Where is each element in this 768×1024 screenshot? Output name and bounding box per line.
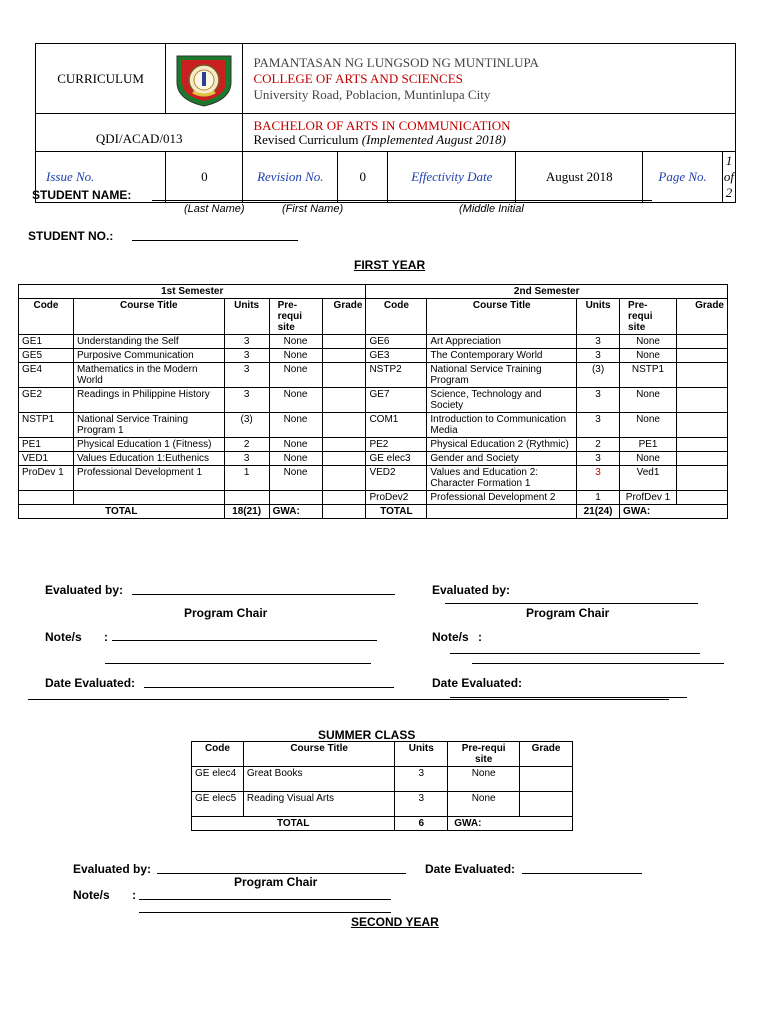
table-cell: GE3	[366, 349, 427, 363]
table-cell: VED1	[19, 452, 74, 466]
table-cell: None	[269, 466, 322, 491]
sem2-total-label: TOTAL	[366, 505, 427, 519]
summer-total-units: 6	[395, 817, 448, 831]
table-cell: PE2	[366, 438, 427, 452]
table-cell: 3	[224, 363, 269, 388]
revised-prefix: Revised Curriculum	[253, 131, 362, 147]
summer-notes-line-1[interactable]	[139, 899, 391, 900]
curriculum-label: CURRICULUM	[36, 44, 166, 114]
evaluated-by-line-right[interactable]	[445, 603, 698, 604]
column-header: Pre-requi site	[448, 742, 520, 767]
college-name: COLLEGE OF ARTS AND SCIENCES	[253, 70, 463, 86]
column-header: Course Title	[427, 299, 577, 335]
table-cell: The Contemporary World	[427, 349, 577, 363]
sem1-total-label: TOTAL	[19, 505, 225, 519]
sem1-gwa-label: GWA:	[269, 505, 322, 519]
table-cell: None	[620, 349, 677, 363]
table-cell: Professional Development 1	[73, 466, 224, 491]
grade-cell[interactable]	[322, 413, 366, 438]
table-cell: Ved1	[620, 466, 677, 491]
table-cell: None	[620, 388, 677, 413]
table-cell: ProfDev 1	[620, 491, 677, 505]
effectivity-value: August 2018	[516, 152, 643, 203]
table-cell: Mathematics in the Modern World	[73, 363, 224, 388]
section-divider	[28, 699, 669, 700]
date-evaluated-label-right: Date Evaluated:	[432, 676, 523, 690]
table-cell: None	[269, 335, 322, 349]
table-cell: Readings in Philippine History	[73, 388, 224, 413]
table-cell: GE5	[19, 349, 74, 363]
notes-label-right: Note/s	[432, 630, 469, 644]
grade-cell[interactable]	[322, 335, 366, 349]
table-row	[19, 388, 728, 413]
program-block	[243, 114, 736, 152]
sem2-gwa-label: GWA:	[620, 505, 728, 519]
evaluated-by-label-right: Evaluated by:	[432, 583, 511, 597]
table-cell: Art Appreciation	[427, 335, 577, 349]
student-name-line[interactable]	[152, 200, 652, 201]
table-cell: Physical Education 1 (Fitness)	[73, 438, 224, 452]
table-cell: 3	[577, 452, 620, 466]
middle-initial-caption: (Middle Initial	[459, 203, 524, 215]
notes-colon-left: :	[104, 630, 108, 644]
table-cell: 1	[577, 491, 620, 505]
table-cell: Physical Education 2 (Rythmic)	[427, 438, 577, 452]
table-cell: COM1	[366, 413, 427, 438]
program-chair-left: Program Chair	[184, 606, 268, 620]
summer-notes-line-2[interactable]	[139, 912, 391, 913]
summer-evaluated-by-label: Evaluated by:	[73, 862, 152, 876]
table-cell: Science, Technology and Society	[427, 388, 577, 413]
table-row	[19, 349, 728, 363]
table-cell: 3	[224, 335, 269, 349]
table-cell: National Service Training Program	[427, 363, 577, 388]
university-name: PAMANTASAN NG LUNGSOD NG MUNTINLUPA	[253, 54, 539, 70]
table-row	[19, 491, 728, 505]
table-cell: GE7	[366, 388, 427, 413]
summer-date-evaluated-label: Date Evaluated:	[425, 862, 516, 876]
table-cell: Understanding the Self	[73, 335, 224, 349]
grade-cell[interactable]	[676, 413, 727, 438]
table-cell: 3	[577, 413, 620, 438]
summer-notes-label: Note/s	[73, 888, 110, 902]
grade-cell[interactable]	[520, 767, 573, 792]
table-cell: Values Education 1:Euthenics	[73, 452, 224, 466]
student-name-label: STUDENT NAME:	[32, 188, 132, 202]
grade-cell[interactable]	[322, 491, 366, 505]
page-label: Page No.	[643, 152, 723, 203]
table-row	[19, 466, 728, 491]
table-row	[192, 792, 573, 817]
column-header: Units	[577, 299, 620, 335]
table-cell: 3	[577, 335, 620, 349]
sem1-header: 1st Semester	[19, 285, 366, 299]
summer-program-chair: Program Chair	[234, 875, 318, 889]
date-evaluated-label-left: Date Evaluated:	[45, 676, 136, 690]
table-cell: ProDev2	[366, 491, 427, 505]
university-address: University Road, Poblacion, Muntinlupa City	[253, 86, 491, 102]
notes-label-left: Note/s	[45, 630, 82, 644]
table-cell: Professional Development 2	[427, 491, 577, 505]
issue-label: Issue No.	[36, 152, 166, 203]
grade-cell[interactable]	[322, 363, 366, 388]
table-cell: VED2	[366, 466, 427, 491]
institution-block	[243, 44, 736, 114]
table-cell: 3	[577, 349, 620, 363]
grade-cell[interactable]	[520, 792, 573, 817]
summer-notes-colon: :	[132, 888, 136, 902]
table-cell: 2	[577, 438, 620, 452]
column-header: Pre- requi site	[269, 299, 322, 335]
date-evaluated-line-left[interactable]	[144, 687, 394, 688]
notes-line-left-1[interactable]	[112, 640, 377, 641]
notes-line-left-2[interactable]	[105, 663, 371, 664]
table-cell: 3	[224, 349, 269, 363]
table-cell: 1	[224, 466, 269, 491]
grade-cell[interactable]	[322, 388, 366, 413]
grade-cell[interactable]	[676, 438, 727, 452]
summer-class-table	[191, 741, 573, 831]
table-cell: None	[620, 452, 677, 466]
table-row	[19, 438, 728, 452]
column-header: Code	[19, 299, 74, 335]
revision-value: 0	[338, 152, 388, 203]
column-header: Course Title	[73, 299, 224, 335]
table-cell: GE elec5	[192, 792, 244, 817]
table-cell: 3	[224, 452, 269, 466]
table-row	[19, 363, 728, 388]
first-year-table	[18, 284, 728, 519]
column-header-row	[19, 299, 728, 335]
grade-cell[interactable]	[322, 438, 366, 452]
table-row	[19, 413, 728, 438]
table-cell: 3	[224, 388, 269, 413]
column-header: Grade	[520, 742, 573, 767]
last-name-caption: (Last Name)	[184, 203, 245, 215]
grade-cell[interactable]	[676, 363, 727, 388]
column-header: Code	[192, 742, 244, 767]
column-header: Pre- requi site	[620, 299, 677, 335]
table-cell	[224, 491, 269, 505]
table-cell: National Service Training Program 1	[73, 413, 224, 438]
column-header: Units	[224, 299, 269, 335]
sem2-total-spacer	[427, 505, 577, 519]
table-cell: GE1	[19, 335, 74, 349]
summer-column-header-row	[192, 742, 573, 767]
column-header: Grade	[322, 299, 366, 335]
sem2-total-units: 21(24)	[577, 505, 620, 519]
student-no-line[interactable]	[132, 240, 298, 241]
table-cell: Great Books	[243, 767, 394, 792]
page-value: 1 of 2	[722, 152, 735, 203]
table-cell: None	[269, 438, 322, 452]
first-name-caption: (First Name)	[282, 203, 344, 215]
table-cell: None	[620, 413, 677, 438]
table-cell: 3	[577, 388, 620, 413]
column-header: Code	[366, 299, 427, 335]
document-header	[35, 43, 736, 203]
date-evaluated-line-right[interactable]	[450, 697, 687, 698]
table-cell: 2	[224, 438, 269, 452]
column-header: Units	[395, 742, 448, 767]
table-cell: Purposive Communication	[73, 349, 224, 363]
table-cell: GE elec4	[192, 767, 244, 792]
table-cell	[19, 491, 74, 505]
column-header: Course Title	[243, 742, 394, 767]
summer-gwa-label: GWA:	[448, 817, 573, 831]
grade-cell[interactable]	[322, 349, 366, 363]
table-cell: None	[620, 335, 677, 349]
table-cell: GE2	[19, 388, 74, 413]
summer-date-evaluated-line[interactable]	[522, 873, 642, 874]
table-cell: Gender and Society	[427, 452, 577, 466]
table-cell: PE1	[19, 438, 74, 452]
program-name: BACHELOR OF ARTS IN COMMUNICATION	[253, 117, 511, 133]
evaluated-by-line-left[interactable]	[132, 594, 395, 595]
table-cell: None	[269, 413, 322, 438]
table-cell	[269, 491, 322, 505]
issue-value: 0	[166, 152, 243, 203]
table-cell: None	[448, 792, 520, 817]
second-year-title: SECOND YEAR	[351, 915, 439, 929]
table-cell: (3)	[224, 413, 269, 438]
table-cell: Introduction to Communication Media	[427, 413, 577, 438]
table-cell: None	[269, 452, 322, 466]
table-cell: (3)	[577, 363, 620, 388]
notes-colon-right: :	[478, 630, 482, 644]
grade-cell[interactable]	[676, 335, 727, 349]
evaluated-by-label-left: Evaluated by:	[45, 583, 124, 597]
table-cell: None	[269, 363, 322, 388]
table-cell: 3	[395, 767, 448, 792]
grade-cell[interactable]	[676, 388, 727, 413]
grade-cell[interactable]	[676, 452, 727, 466]
revision-label: Revision No.	[243, 152, 338, 203]
grade-cell[interactable]	[676, 466, 727, 491]
table-row	[19, 335, 728, 349]
table-cell: None	[269, 388, 322, 413]
table-cell: None	[269, 349, 322, 363]
summer-total-label: TOTAL	[192, 817, 395, 831]
notes-line-right-2[interactable]	[472, 663, 724, 664]
table-cell: NSTP2	[366, 363, 427, 388]
sem1-total-units: 18(21)	[224, 505, 269, 519]
table-cell: GE4	[19, 363, 74, 388]
table-cell: Values and Education 2: Character Formation 1	[427, 466, 577, 491]
table-cell: Reading Visual Arts	[243, 792, 394, 817]
grade-cell[interactable]	[676, 349, 727, 363]
summer-class-title: SUMMER CLASS	[318, 728, 416, 742]
notes-line-right-1[interactable]	[450, 653, 700, 654]
sem1-gwa-value[interactable]	[322, 505, 366, 519]
table-row	[192, 767, 573, 792]
grade-cell[interactable]	[322, 466, 366, 491]
table-cell: 3	[395, 792, 448, 817]
program-chair-right: Program Chair	[526, 606, 610, 620]
table-cell: 3	[577, 466, 620, 491]
grade-cell[interactable]	[322, 452, 366, 466]
first-year-title: FIRST YEAR	[354, 258, 426, 272]
table-cell: None	[448, 767, 520, 792]
summer-evaluated-by-line[interactable]	[157, 873, 406, 874]
table-row	[19, 452, 728, 466]
student-no-label: STUDENT NO.:	[28, 229, 114, 243]
sem2-header: 2nd Semester	[366, 285, 728, 299]
table-cell: GE elec3	[366, 452, 427, 466]
column-header: Grade	[676, 299, 727, 335]
table-cell	[73, 491, 224, 505]
table-cell: ProDev 1	[19, 466, 74, 491]
revised-note: (Implemented August 2018)	[361, 131, 506, 147]
document-code: QDI/ACAD/013	[36, 114, 243, 152]
table-cell: GE6	[366, 335, 427, 349]
effectivity-label: Effectivity Date	[388, 152, 516, 203]
table-cell: PE1	[620, 438, 677, 452]
table-cell: NSTP1	[19, 413, 74, 438]
table-cell: NSTP1	[620, 363, 677, 388]
grade-cell[interactable]	[676, 491, 727, 505]
university-seal-logo	[173, 52, 235, 108]
